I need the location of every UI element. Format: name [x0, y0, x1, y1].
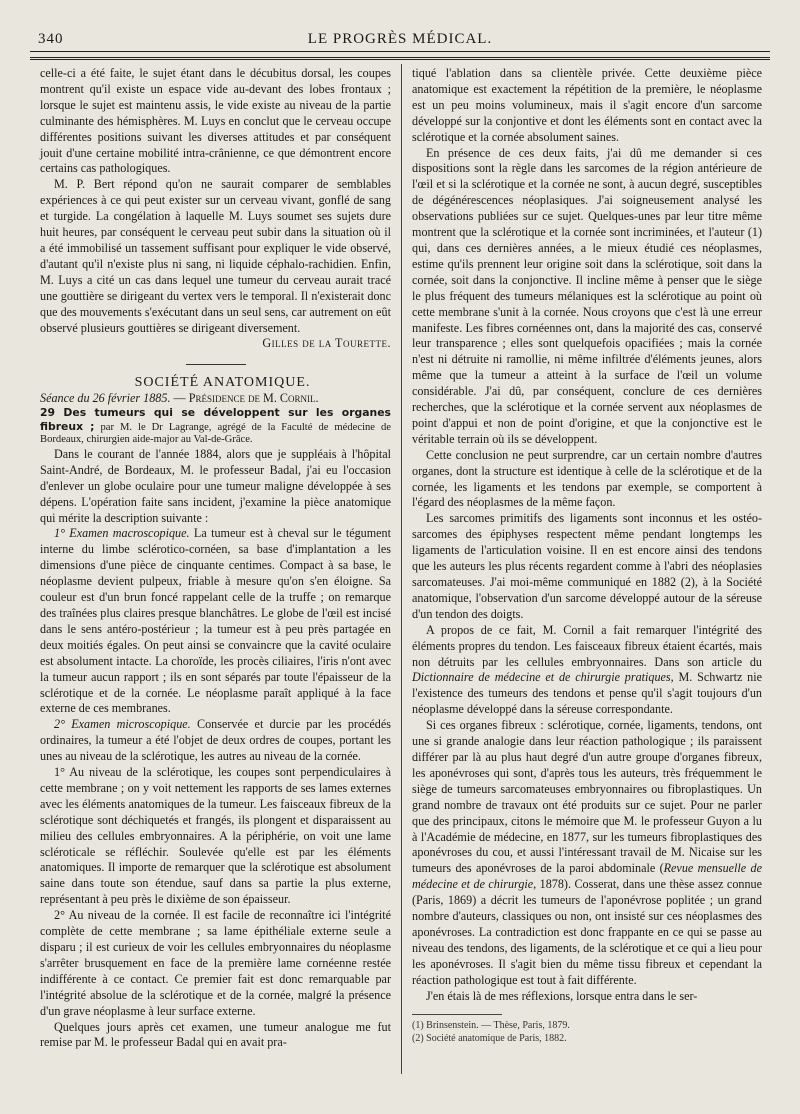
footnote: (2) Société anatomique de Paris, 1882. [412, 1033, 567, 1045]
section-divider [186, 364, 246, 365]
header-rule [30, 51, 770, 52]
paragraph [412, 718, 762, 988]
signature: Gilles de la Tourette. [262, 336, 391, 351]
cited-work: Dictionnaire de médecine et de chirurgie pratiques [412, 670, 671, 685]
paragraph-text: , M. Schwartz nie l'existence des tumeurs des tendons et pense qu'il s'agit toujours d'un néoplasme développé dans la séreuse correspondante. [412, 670, 762, 717]
session-presidency: — Présidence de M. Cornil. [173, 391, 319, 406]
paragraph-text: Si ces organes fibreux : sclérotique, cornée, ligaments, tendons, ont une si grande analogie dans leur réaction pathologique ; ils paraissent différer par là au plus haut degré d'un autre groupe d'organes fibreux, les aponévroses qui sont, d'après tous les auteurs, très fréquemment le siège de tumeurs sarcomateuses embryonnaires ou fibroplastiques. Un grand nombre de travaux ont été produits sur ce sujet. Pour ne parler que des principaux, citons le mémoire que M. le professeur Guyon a lu à l'Académie de médecine, en 1877, sur les tumeurs fibroplastiques des aponévroses du cou, et aussi l'intéressant travail de M. Nicaise sur les tumeurs des aponévroses de la paroi abdominale ( [412, 718, 762, 876]
subheading: 1° Examen macroscopique. [54, 526, 190, 541]
article-heading [40, 407, 391, 447]
paragraph: Cette conclusion ne peut surprendre, car un certain nombre d'autres organes, dont la structure est identique à celle de la sclérotique et de la cornée, les ligaments et les tendons par exemple, se comportent à l'égard des néoplasmes de la même façon. [412, 447, 762, 510]
paragraph: tiqué l'ablation dans sa clientèle privée. Cette deuxième pièce anatomique est exactement la répétition de la première, le néoplasme est un peu moins volumineux, mais il s'agit encore d'un sarcome développé sur la conjontive et dont les éléments sont en contact avec la sclérotique et la cornée absolument saines. [412, 66, 762, 144]
left-column [40, 66, 391, 1051]
paragraph [40, 717, 391, 765]
paragraph-text: , 1878). Cosserat, dans une thèse assez connue (Paris, 1869) a décrit les tumeurs de l'aponévrose poplitée ; un grand nombre d'auteurs, classiques ou non, ont insisté sur ces néoplasmes des aponévroses. La contradiction est donc frappante en ce qui se passe au niveau des tendons, des ligaments, de la sclérotique et ce qui a lieu pour les aponévroses. Il s'agit bien du même tissu fibreux et cependant la réaction pathologique est tout à fait différente. [412, 877, 762, 987]
paragraph: J'en étais là de mes réflexions, lorsque entra dans le ser- [426, 988, 698, 1003]
section-title: SOCIÉTÉ ANATOMIQUE. [134, 375, 311, 391]
footnote-rule [412, 1014, 502, 1015]
paragraph: 2° Au niveau de la cornée. Il est facile de reconnaître ici l'intégrité complète de cette membrane ; sa lame épithéliale externe seule a disparu ; il est curieux de voir les cellules embryonnaires du néoplasme s'arrêter brusquement en face de la première lame cornéenne restée indifférente à ce contact. Ce premier fait est donc remarquable par l'intégrité absolue de la sclérotique et de la cornée, malgré la présence d'un grave néoplasme à leur surface externe. [40, 908, 391, 1018]
paragraph: Dans le courant de l'année 1884, alors que je suppléais à l'hôpital Saint-André, de Bordeaux, M. le professeur Badal, j'ai eu l'occasion d'enlever un globe oculaire pour une tumeur maligne développée à ses dépens. L'opération faite sans incident, j'examine la pièce anatomique qui mérite la description suivante : [40, 446, 391, 525]
cited-work: Revue mensuelle de médecine et de chirurgie [412, 861, 762, 892]
paragraph: Les sarcomes primitifs des ligaments sont inconnus et les ostéo-sarcomes des épiphyses respectent même pendant longtemps les ligaments de l'articulation voisine. Il en est encore ainsi des tendons que les auteurs les plus récents regardent comme à l'abri des néoplasies sarcomateuses. J'ai moi-même communiqué en 1882 (2), à la Société anatomique, l'observation d'un sarcome développé autour de la séreuse d'un tendon des doigts. [412, 511, 762, 621]
paragraph-text: La tumeur est à cheval sur le tégument interne du limbe sclérotico-cornéen, sa base d'implantation a les dimensions d'une pièce de cinquante centimes. Compact à sa base, le néoplasme devient pulpeux, friable à mesure qu'on s'en éloigne. Sa couleur est d'un brun foncé rappelant celle de la truffe ; on remarque des traînées plus claires presque blanchâtres. Le globe de l'œil est incisé dans le sens antéro-postérieur ; la tumeur est à peu près partagée en deux moitiés égales. On peut ainsi se convaincre que la cavité oculaire est absolument intacte. La choroïde, les procès ciliaires, l'iris n'ont avec la tumeur aucun rapport ; ils en sont séparés par toute l'épaisseur de la sclérotique et de la cornée. Le néoplasme paraît appliqué à la face externe de ces membranes. [40, 526, 391, 716]
article-title: 29 Des tumeurs qui se développent sur les organes fibreux ; [40, 406, 391, 433]
running-title: LE PROGRÈS MÉDICAL. [307, 31, 493, 47]
column-divider [401, 64, 402, 1074]
right-column [412, 66, 762, 1045]
paragraph: 1° Au niveau de la sclérotique, les coupes sont perpendiculaires à cette membrane ; on y voit nettement les rapports de ses lames externes avec les éléments anatomiques de la tumeur. Les faisceaux fibreux de la sclérotique sont déchiquetés et frangés, ils plongent et disparaissent au milieu des cellules embryonnaires. A la périphérie, on voit une lame scléroticale se réfléchir. Soulevée qu'elle est par les éléments anatomiques. Il importe de remarquer que la sclérotique est absolument saine dans toute son étendue, sauf dans sa partie la plus externe, représentant à peu près le dixième de son épaisseur. [40, 765, 391, 907]
header-double-rule [30, 57, 770, 60]
paragraph: En présence de ces deux faits, j'ai dû me demander si ces dispositions sont la règle dans les sarcomes de la région antérieure de l'œil et si la sclérotique et la cornée ne sont, à aucun degré, susceptibles de dégénérescences néoplasiques. J'ai soigneusement analysé les observations publiées sur ce sujet. Quelques-unes par leur titre même montrent que la sclérotique et la cornée sont incriminées, et l'auteur (1) qui, dans ces dernières années, a le mieux étudié ces néoplasmes, estime qu'ils prennent leur origine soit dans la sclérotique, soit dans la cornée, soit dans la conjonctive. Il incline même à penser que le siège le plus fréquent des tumeurs mélaniques est la sclérotique au point où cette membrane s'unit à la cornée. Nous croyons que c'est là une erreur manifeste. Les fibres cornéennes ont, dans la majorité des cas, conservé leur transparence ; elles sont quelquefois opacifiées ; mais la cornée n'est ni détruite ni ramollie, ni même infiltrée d'éléments jeunes, alors même que la tumeur a atteint à la surface de l'œil un volume considérable. J'ai dû, par conséquent, conclure de ces dernières recherches, que la sclérotique et la cornée servent aux néoplasmes de point d'appui et non de point d'origine, et que la conjonctive est le véritable terrain où ils se développent. [412, 145, 762, 446]
paragraph: celle-ci a été faite, le sujet étant dans le décubitus dorsal, les coupes montrent qu'il existe un espace vide au-devant des lobes frontaux ; lorsque le sujet est maintenu assis, le vide existe au niveau de la partie culminante des hémisphères. M. Luys en conclut que le cerveau occupe différentes positions suivant les diverses attitudes et par conséquent jouit d'une certaine mobilité intra-crânienne, ce que démontrent encore certains cas pathologiques. [40, 66, 391, 176]
paragraph [40, 526, 391, 717]
session-line [40, 391, 391, 407]
page-number: 340 [38, 31, 64, 47]
paragraph-text: A propos de ce fait, M. Cornil a fait remarquer l'intégrité des éléments propres du tendon. Les faisceaux fibreux étaient écartés, mais non détruits par les cellules embryonnaires. Dans son article du [412, 622, 762, 669]
footnote: (1) Brinsenstein. — Thèse, Paris, 1879. [412, 1020, 570, 1032]
session-date: Séance du 26 février 1885. [40, 391, 171, 406]
paragraph: M. P. Bert répond qu'on ne saurait comparer de semblables expériences à ce qui peut exister sur un cerveau vivant, gonflé de sang et turgide. La congélation à laquelle M. Luys soumet ses sujets dure huit heures, par conséquent le cerveau peut subir dans la situation où il a été immobilisé un tassement suffisant pour expliquer le vide observé, d'autant qu'il n'existe plus ni sang, ni liquide céphalo-rachidien. Enfin, M. Luys a cité un cas dans lequel une tumeur du cerveau aurait tracé une gouttière se dirigeant du vertex vers le temporal. Il n'existerait donc que des mouvements s'exécutant dans un seul sens, car autrement on eût observé plusieurs gouttières se dirigeant diversement. [40, 177, 391, 335]
page-header [30, 31, 770, 51]
paragraph: Quelques jours après cet examen, une tumeur analogue me fut remise par M. le professeur Badal qui en avait pra- [40, 1019, 391, 1050]
paragraph [412, 623, 762, 718]
paragraph-text: Conservée et durcie par les procédés ordinaires, la tumeur a été l'objet de deux ordres de coupes, portant les unes au niveau de la sclérotique, les autres au niveau de la cornée. [40, 717, 391, 764]
subheading: 2° Examen microscopique. [54, 717, 191, 732]
article-author: par M. le Dr Lagrange, agrégé de la Faculté de médecine de Bordeaux, chirurgien aide-major au Val-de-Grâce. [40, 421, 391, 446]
